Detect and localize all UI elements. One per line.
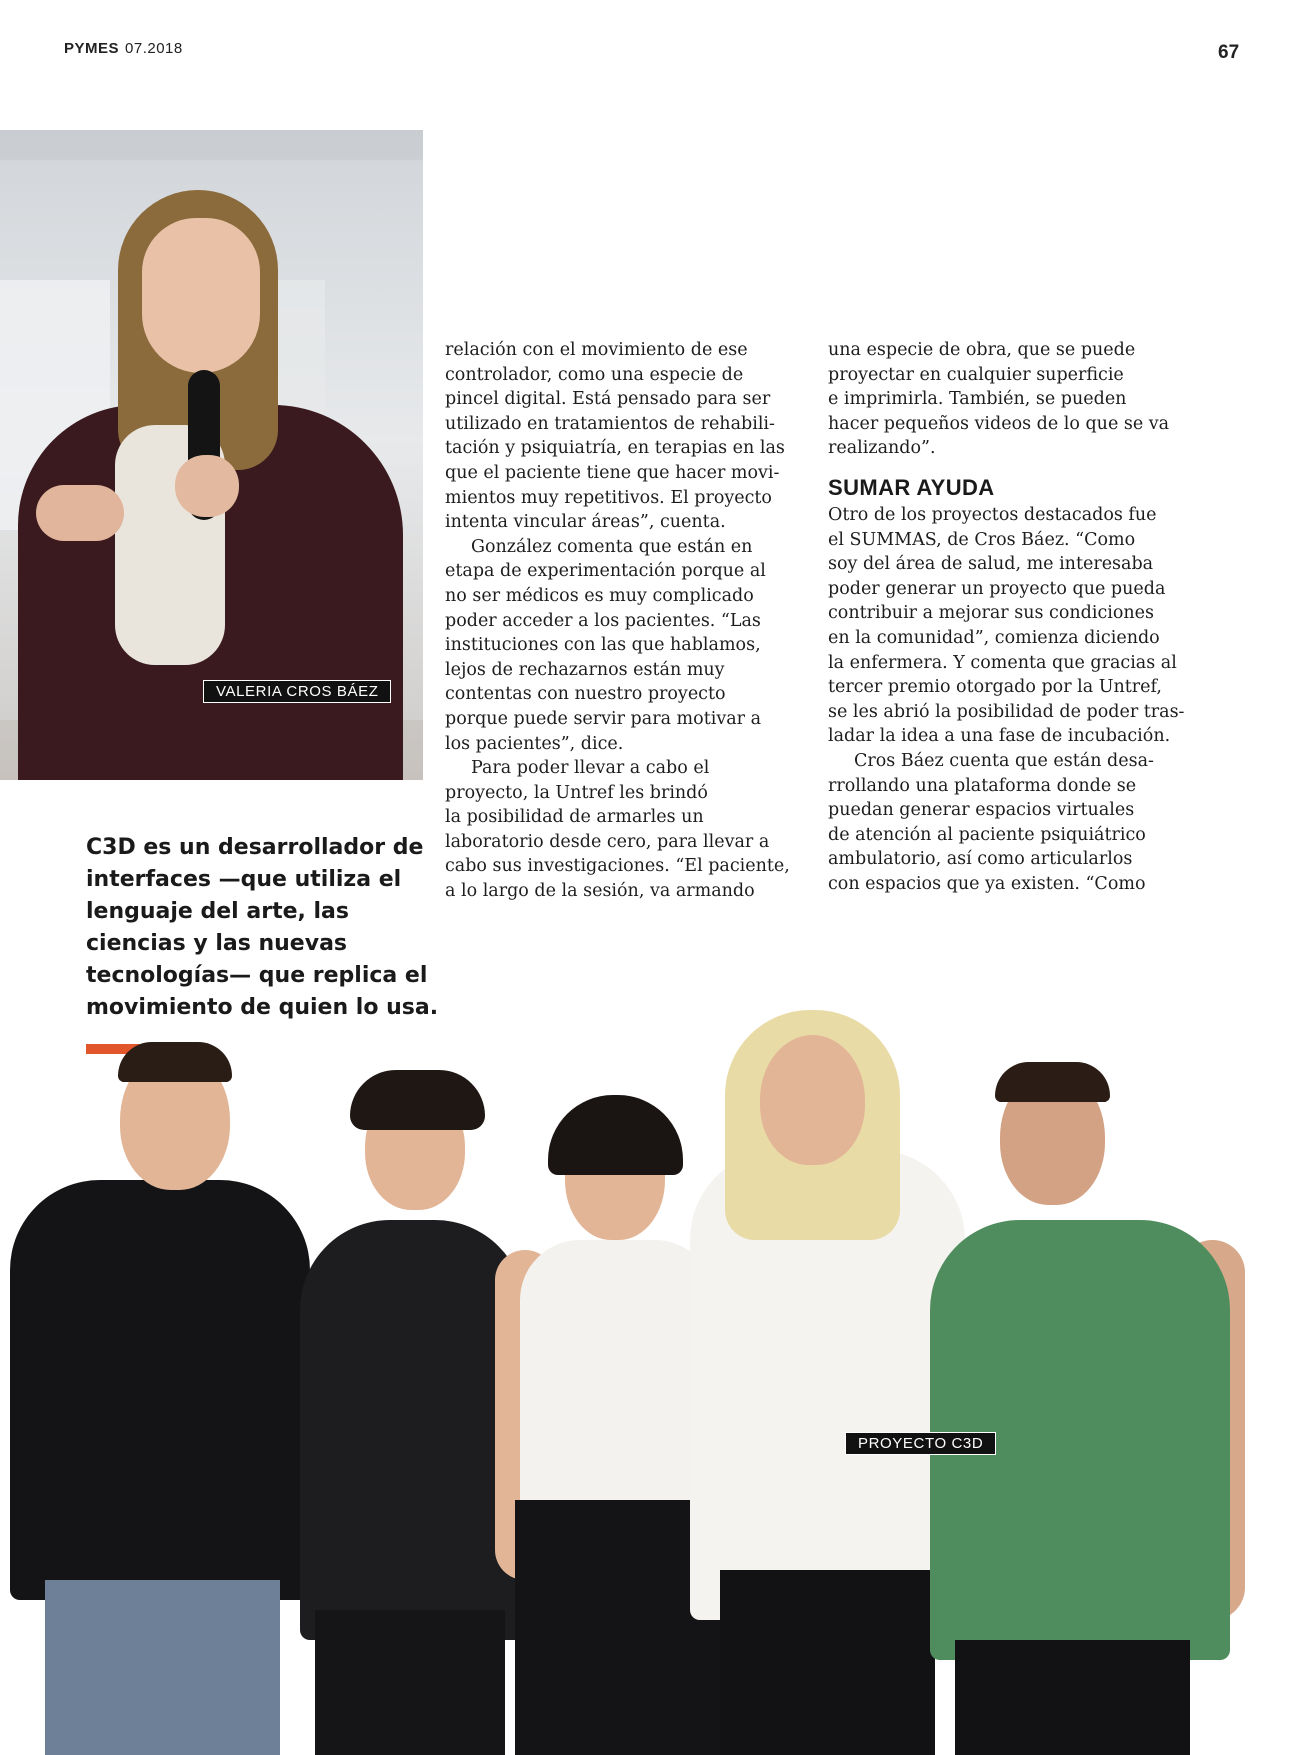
photo-caption-speaker: VALERIA CROS BÁEZ (203, 680, 391, 703)
section-heading: SUMAR AYUDA (828, 474, 995, 500)
text-line: la enfermera. Y comenta que gracias al (828, 652, 1177, 673)
paragraph (828, 503, 1198, 749)
text-line: cabo sus investigaciones. “El paciente, (445, 856, 790, 877)
photo-caption-group: PROYECTO C3D (845, 1432, 996, 1455)
text-line: soy del área de salud, me interesaba (828, 554, 1154, 575)
text-line: hacer pequeños videos de lo que se va (828, 413, 1170, 434)
running-header (64, 40, 183, 57)
text-line: ambulatorio, así como articularlos (828, 849, 1133, 870)
text-line: relación con el movimiento de ese (445, 340, 748, 360)
text-line: Cros Báez cuenta que están desa- (854, 750, 1154, 771)
text-line: etapa de experimentación porque al (445, 561, 766, 582)
text-line: que el paciente tiene que hacer movi- (445, 462, 780, 483)
text-line: rrollando una plataforma donde se (828, 775, 1137, 796)
article-column-1 (445, 338, 805, 904)
text-line: no ser médicos es muy complicado (445, 585, 754, 606)
text-line: lejos de rechazarnos están muy (445, 659, 725, 680)
paragraph (445, 756, 805, 904)
pull-quote: C3D es un desarrollador de interfaces —que utiliza el lenguaje del arte, las ciencias y las nuevas tecnologías— que replica el movimiento de quien lo usa. (86, 835, 439, 1020)
section-name: PYMES (64, 40, 120, 57)
text-line: Para poder llevar a cabo el (471, 758, 710, 779)
page-number: 67 (1218, 42, 1240, 63)
text-line: la posibilidad de armarles un (445, 807, 704, 828)
text-line: realizando”. (828, 438, 936, 459)
text-line: con espacios que ya existen. “Como (828, 873, 1146, 894)
group-photo (0, 950, 1289, 1755)
text-line: mientos muy repetitivos. El proyecto (445, 487, 772, 508)
paragraph (828, 749, 1198, 897)
paragraph (445, 338, 805, 535)
text-line: e imprimirla. También, se pueden (828, 389, 1127, 410)
text-line: poder generar un proyecto que pueda (828, 578, 1166, 599)
text-line: Otro de los proyectos destacados fue (828, 504, 1157, 525)
text-line: utilizado en tratamientos de rehabili- (445, 413, 775, 434)
text-line: poder acceder a los pacientes. “Las (445, 610, 761, 631)
text-line: contribuir a mejorar sus condiciones (828, 603, 1154, 624)
text-line: se les abrió la posibilidad de poder tras- (828, 701, 1185, 722)
text-line: instituciones con las que hablamos, (445, 635, 761, 656)
text-line: en la comunidad”, comienza diciendo (828, 627, 1160, 648)
text-line: los pacientes”, dice. (445, 733, 624, 754)
text-line: puedan generar espacios virtuales (828, 800, 1135, 821)
text-line: el SUMMAS, de Cros Báez. “Como (828, 529, 1136, 550)
text-line: González comenta que están en (471, 536, 753, 557)
text-line: intenta vincular áreas”, cuenta. (445, 512, 726, 533)
text-line: tercer premio otorgado por la Untref, (828, 677, 1162, 698)
text-line: ladar la idea a una fase de incubación. (828, 726, 1171, 747)
issue-date: 07.2018 (125, 40, 183, 57)
text-line: contentas con nuestro proyecto (445, 684, 726, 705)
text-line: porque puede servir para motivar a (445, 708, 761, 729)
text-line: una especie de obra, que se puede (828, 340, 1136, 360)
text-line: de atención al paciente psiquiátrico (828, 824, 1146, 845)
text-line: laboratorio desde cero, para llevar a (445, 831, 770, 852)
paragraph (828, 338, 1198, 461)
paragraph (445, 535, 805, 756)
text-line: a lo largo de la sesión, va armando (445, 881, 755, 902)
text-line: tación y psiquiatría, en terapias en las (445, 438, 785, 459)
text-line: controlador, como una especie de (445, 364, 744, 385)
text-line: proyecto, la Untref les brindó (445, 782, 708, 803)
article-column-2 (828, 338, 1198, 896)
text-line: pincel digital. Está pensado para ser (445, 389, 771, 410)
text-line: proyectar en cualquier superficie (828, 364, 1124, 385)
